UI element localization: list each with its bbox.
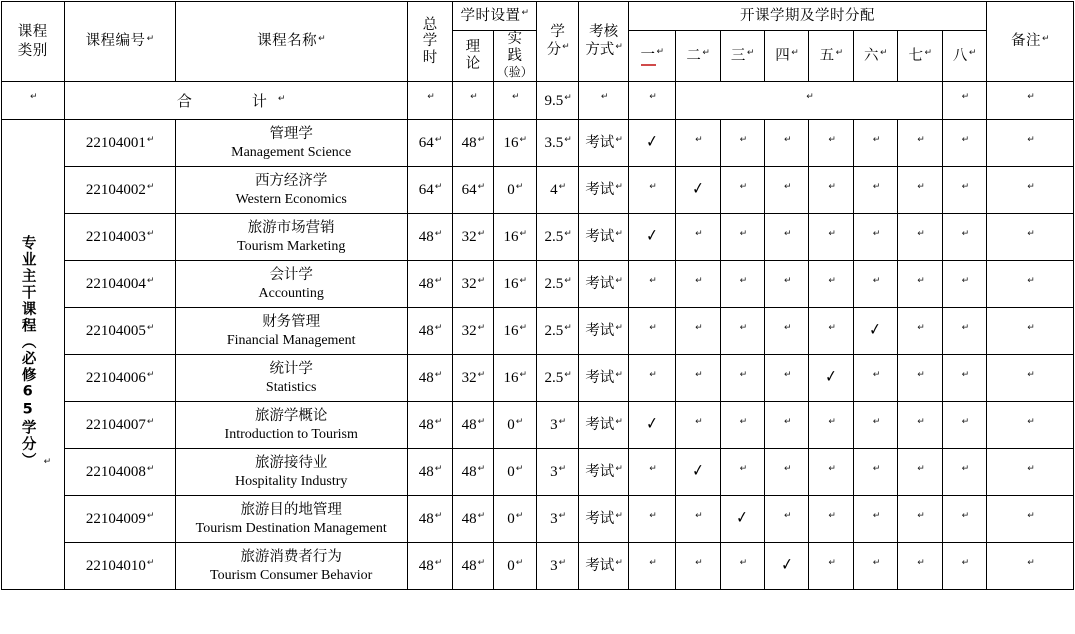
cell-semester-5: ↵ [809,449,853,496]
cell-semester-8: ↵ [942,449,986,496]
header-course-name: 课程名称↵ [175,2,407,82]
paragraph-mark-icon: ↵ [746,48,755,59]
cell-course-name [175,261,407,308]
cell-semester-7: ↵ [898,355,942,402]
cell-practice: 0↵ [493,496,536,543]
cell-practice: 0↵ [493,167,536,214]
cell-total-hours: 48↵ [407,261,452,308]
cell-practice: 16↵ [493,120,536,167]
course-name-cn: 管理学 [269,125,313,142]
cell-credits: 4↵ [536,167,578,214]
cell-assessment: 考试↵ [579,496,628,543]
cell-course-code: 22104002↵ [64,167,175,214]
course-name-en: Tourism Marketing [237,238,346,254]
cell-semester-3: ↵ [720,543,764,590]
cell-semester-2: ↵ [676,261,720,308]
cell-course-code: 22104004↵ [64,261,175,308]
cell-remarks: ↵ [987,496,1074,543]
cell-total-hours: 48↵ [407,543,452,590]
cell-theory: 32↵ [453,261,493,308]
cell-semester-1: ↵ [628,261,675,308]
cell-semester-7: ↵ [898,449,942,496]
course-name-en: Introduction to Tourism [224,426,358,442]
course-name-cn: 旅游接待业 [254,454,328,471]
cell-semester-3 [720,496,764,543]
cell-semester-1 [628,120,675,167]
table-row [2,120,1074,167]
paragraph-mark-icon: ↵ [835,48,844,59]
document-page [0,1,1075,634]
total-row-category-mark: ↵ [2,82,65,120]
cell-assessment: 考试↵ [579,355,628,402]
checkmark-icon: ✓ [645,131,659,152]
cell-practice: 0↵ [493,449,536,496]
cell-semester-7: ↵ [898,167,942,214]
paragraph-mark-icon: ↵ [562,42,570,53]
cell-course-name [175,167,407,214]
cell-semester-7: ↵ [898,496,942,543]
table-row [2,167,1074,214]
cell-total-hours: 48↵ [407,214,452,261]
cell-total-hours: 64↵ [407,167,452,214]
cell-semester-3: ↵ [720,214,764,261]
cell-theory: 48↵ [453,120,493,167]
cell-semester-2: ↵ [676,355,720,402]
cell-semester-1: ↵ [628,308,675,355]
cell-semester-5: ↵ [809,167,853,214]
cell-remarks: ↵ [987,449,1074,496]
cell-semester-7: ↵ [898,543,942,590]
cell-credits: 3↵ [536,543,578,590]
cell-course-code: 22104006↵ [64,355,175,402]
course-name-en: Tourism Consumer Behavior [210,567,373,583]
cell-theory: 32↵ [453,308,493,355]
table-row [2,355,1074,402]
total-row-practice: ↵ [493,82,536,120]
cell-semester-2: ↵ [676,543,720,590]
cell-semester-1: ↵ [628,543,675,590]
cell-remarks: ↵ [987,261,1074,308]
cell-total-hours: 64↵ [407,120,452,167]
cell-practice: 16↵ [493,308,536,355]
cell-course-name [175,402,407,449]
category-cell-major-core [2,120,65,590]
cell-semester-3: ↵ [720,402,764,449]
cell-theory: 48↵ [453,402,493,449]
cell-credits: 2.5↵ [536,214,578,261]
cell-semester-8: ↵ [942,308,986,355]
checkmark-icon: ✓ [691,460,705,481]
cell-practice: 0↵ [493,543,536,590]
paragraph-mark-icon: ↵ [924,48,933,59]
paragraph-mark-icon: ↵ [615,42,623,53]
header-hours-setting: 学时设置↵ [453,2,537,31]
paragraph-mark-icon: ↵ [43,456,52,467]
total-row-assessment: ↵ [579,82,628,120]
paragraph-mark-icon: ↵ [791,48,800,59]
cell-credits: 2.5↵ [536,355,578,402]
course-name-cn: 统计学 [269,360,313,377]
course-name-en: Management Science [231,144,352,160]
cell-semester-2: ↵ [676,402,720,449]
cell-course-name [175,355,407,402]
cell-semester-2: ↵ [676,496,720,543]
cell-semester-6: ↵ [853,214,897,261]
cell-course-code: 22104001↵ [64,120,175,167]
header-category-line2: 类别 [17,42,48,59]
checkmark-icon: ✓ [645,413,659,434]
course-name-cn: 旅游市场营销 [247,219,335,236]
cell-assessment: 考试↵ [579,261,628,308]
cell-semester-4 [765,543,809,590]
header-category [2,2,65,82]
total-row [2,82,1074,120]
cell-total-hours: 48↵ [407,308,452,355]
header-semester-7: 七↵ [898,31,942,82]
cell-credits: 3↵ [536,449,578,496]
cell-remarks: ↵ [987,308,1074,355]
cell-remarks: ↵ [987,355,1074,402]
cell-semester-1 [628,214,675,261]
header-total-hours: 总 学 时 [407,2,452,82]
cell-total-hours: 48↵ [407,496,452,543]
table-header [2,2,1074,82]
cell-assessment: 考试↵ [579,214,628,261]
cell-course-code: 22104009↵ [64,496,175,543]
cell-semester-5: ↵ [809,214,853,261]
cell-semester-3: ↵ [720,355,764,402]
cell-course-code: 22104005↵ [64,308,175,355]
header-semester-5: 五↵ [809,31,853,82]
checkmark-icon: ✓ [691,178,705,199]
cell-practice: 16↵ [493,355,536,402]
cell-theory: 48↵ [453,496,493,543]
cell-semester-7: ↵ [898,214,942,261]
cell-semester-8: ↵ [942,355,986,402]
cell-semester-1: ↵ [628,167,675,214]
cell-assessment: 考试↵ [579,543,628,590]
total-row-semester-8: ↵ [942,82,986,120]
cell-remarks: ↵ [987,120,1074,167]
cell-semester-4: ↵ [765,449,809,496]
cell-theory: 32↵ [453,355,493,402]
cell-semester-7: ↵ [898,402,942,449]
header-semester-1: 一↵ [628,31,675,82]
cell-credits: 2.5↵ [536,261,578,308]
cell-semester-4: ↵ [765,261,809,308]
paragraph-mark-icon: ↵ [656,47,665,58]
checkmark-icon: ✓ [824,366,838,387]
course-name-cn: 西方经济学 [254,172,328,189]
paragraph-mark-icon: ↵ [521,8,530,19]
cell-semester-4: ↵ [765,167,809,214]
cell-semester-5: ↵ [809,496,853,543]
cell-practice: 16↵ [493,214,536,261]
cell-theory: 32↵ [453,214,493,261]
table-row [2,496,1074,543]
course-name-cn: 旅游消费者行为 [240,548,342,565]
table-row [2,261,1074,308]
total-row-label: 合 计↵ [64,82,407,120]
cell-remarks: ↵ [987,214,1074,261]
total-row-theory: ↵ [453,82,493,120]
cell-assessment: 考试↵ [579,167,628,214]
course-name-en: Accounting [258,285,324,301]
cell-course-name [175,214,407,261]
total-row-credits: 9.5↵ [536,82,578,120]
cell-remarks: ↵ [987,167,1074,214]
cell-semester-4: ↵ [765,120,809,167]
cell-semester-5: ↵ [809,402,853,449]
cell-course-code: 22104003↵ [64,214,175,261]
cell-theory: 48↵ [453,543,493,590]
cell-practice: 0↵ [493,402,536,449]
header-semester-group: 开课学期及学时分配 [628,2,986,31]
course-name-cn: 旅游学概论 [254,407,328,424]
cell-semester-6: ↵ [853,167,897,214]
cell-semester-7: ↵ [898,261,942,308]
curriculum-table [1,1,1074,590]
checkmark-icon: ✓ [868,319,883,340]
cell-semester-2: ↵ [676,308,720,355]
cell-theory: 64↵ [453,167,493,214]
cell-total-hours: 48↵ [407,449,452,496]
cell-course-name [175,496,407,543]
cell-semester-5: ↵ [809,261,853,308]
course-name-cn: 旅游目的地管理 [240,501,342,518]
cell-semester-2: ↵ [676,120,720,167]
cell-semester-5: ↵ [809,120,853,167]
course-name-en: Hospitality Industry [234,473,348,489]
table-row [2,402,1074,449]
header-semester-4: 四↵ [765,31,809,82]
paragraph-mark-icon: ↵ [318,33,327,44]
cell-credits: 3.5↵ [536,120,578,167]
cell-semester-2: ↵ [676,214,720,261]
table-row [2,543,1074,590]
paragraph-mark-icon: ↵ [1042,33,1051,44]
cell-credits: 3↵ [536,402,578,449]
cell-course-code: 22104007↵ [64,402,175,449]
course-name-cn: 财务管理 [262,313,321,330]
header-semester-6: 六↵ [853,31,897,82]
cell-semester-6: ↵ [853,261,897,308]
table-row [2,308,1074,355]
cell-total-hours: 48↵ [407,402,452,449]
paragraph-mark-icon: ↵ [968,48,977,59]
cell-semester-5: ↵ [809,543,853,590]
header-practice: 实 践 （验） [493,31,536,82]
cell-semester-5: ↵ [809,308,853,355]
cell-remarks: ↵ [987,402,1074,449]
header-semester-3: 三↵ [720,31,764,82]
cell-semester-3: ↵ [720,120,764,167]
cell-semester-3: ↵ [720,308,764,355]
total-row-semester-span: ↵ [676,82,942,120]
header-course-code: 课程编号↵ [64,2,175,82]
course-name-en: Statistics [265,379,317,395]
cell-semester-8: ↵ [942,543,986,590]
course-name-en: Financial Management [226,332,356,348]
cell-semester-2 [676,167,720,214]
header-semester-2: 二↵ [676,31,720,82]
cell-semester-3: ↵ [720,449,764,496]
cell-semester-6: ↵ [853,120,897,167]
cell-semester-4: ↵ [765,214,809,261]
cell-semester-7: ↵ [898,120,942,167]
cell-semester-6 [853,308,897,355]
course-name-en: Tourism Destination Management [195,520,387,536]
table-body [2,82,1074,590]
cell-assessment: 考试↵ [579,402,628,449]
cell-semester-6: ↵ [853,496,897,543]
cell-semester-4: ↵ [765,402,809,449]
cell-semester-4: ↵ [765,355,809,402]
cell-semester-1: ↵ [628,355,675,402]
checkmark-icon: ✓ [735,507,749,528]
paragraph-mark-icon: ↵ [146,33,155,44]
cell-semester-4: ↵ [765,496,809,543]
cell-practice: 16↵ [493,261,536,308]
cell-assessment: 考试↵ [579,308,628,355]
cell-course-name [175,120,407,167]
table-row [2,449,1074,496]
cell-course-code: 22104008↵ [64,449,175,496]
cell-remarks: ↵ [987,543,1074,590]
cell-semester-8: ↵ [942,402,986,449]
cell-semester-1: ↵ [628,496,675,543]
cell-semester-8: ↵ [942,120,986,167]
total-row-semester-1: ↵ [628,82,675,120]
cell-semester-6: ↵ [853,402,897,449]
cell-semester-6: ↵ [853,355,897,402]
cell-semester-7: ↵ [898,308,942,355]
header-remarks: 备注↵ [987,2,1074,82]
cell-course-name [175,449,407,496]
category-label: 专业主干课程（必修65学分） [19,235,36,470]
cell-theory: 48↵ [453,449,493,496]
cell-assessment: 考试↵ [579,449,628,496]
cell-semester-6: ↵ [853,543,897,590]
cell-semester-8: ↵ [942,261,986,308]
cell-semester-5 [809,355,853,402]
course-name-cn: 会计学 [269,266,313,283]
cell-credits: 2.5↵ [536,308,578,355]
cell-semester-8: ↵ [942,214,986,261]
cell-semester-8: ↵ [942,496,986,543]
header-semester-8: 八↵ [942,31,986,82]
cell-semester-1 [628,402,675,449]
cell-semester-8: ↵ [942,167,986,214]
cell-assessment: 考试↵ [579,120,628,167]
paragraph-mark-icon: ↵ [880,48,889,59]
paragraph-mark-icon: ↵ [702,48,711,59]
header-assessment: 考核 方式↵ [579,2,628,82]
cell-semester-6: ↵ [853,449,897,496]
header-theory: 理 论 [453,31,493,82]
total-row-total-hours: ↵ [407,82,452,120]
table-row [2,214,1074,261]
cell-semester-3: ↵ [720,167,764,214]
cell-semester-2 [676,449,720,496]
cell-course-name [175,308,407,355]
cell-course-code: 22104010↵ [64,543,175,590]
cell-semester-1: ↵ [628,449,675,496]
cell-credits: 3↵ [536,496,578,543]
checkmark-icon: ✓ [780,554,794,575]
header-category-line1: 课程 [17,24,48,41]
header-credits: 学 分↵ [536,2,578,82]
cell-semester-3: ↵ [720,261,764,308]
cell-total-hours: 48↵ [407,355,452,402]
course-name-en: Western Economics [235,191,347,207]
checkmark-icon: ✓ [645,225,659,246]
total-row-remarks: ↵ [987,82,1074,120]
cell-semester-4: ↵ [765,308,809,355]
cell-course-name [175,543,407,590]
